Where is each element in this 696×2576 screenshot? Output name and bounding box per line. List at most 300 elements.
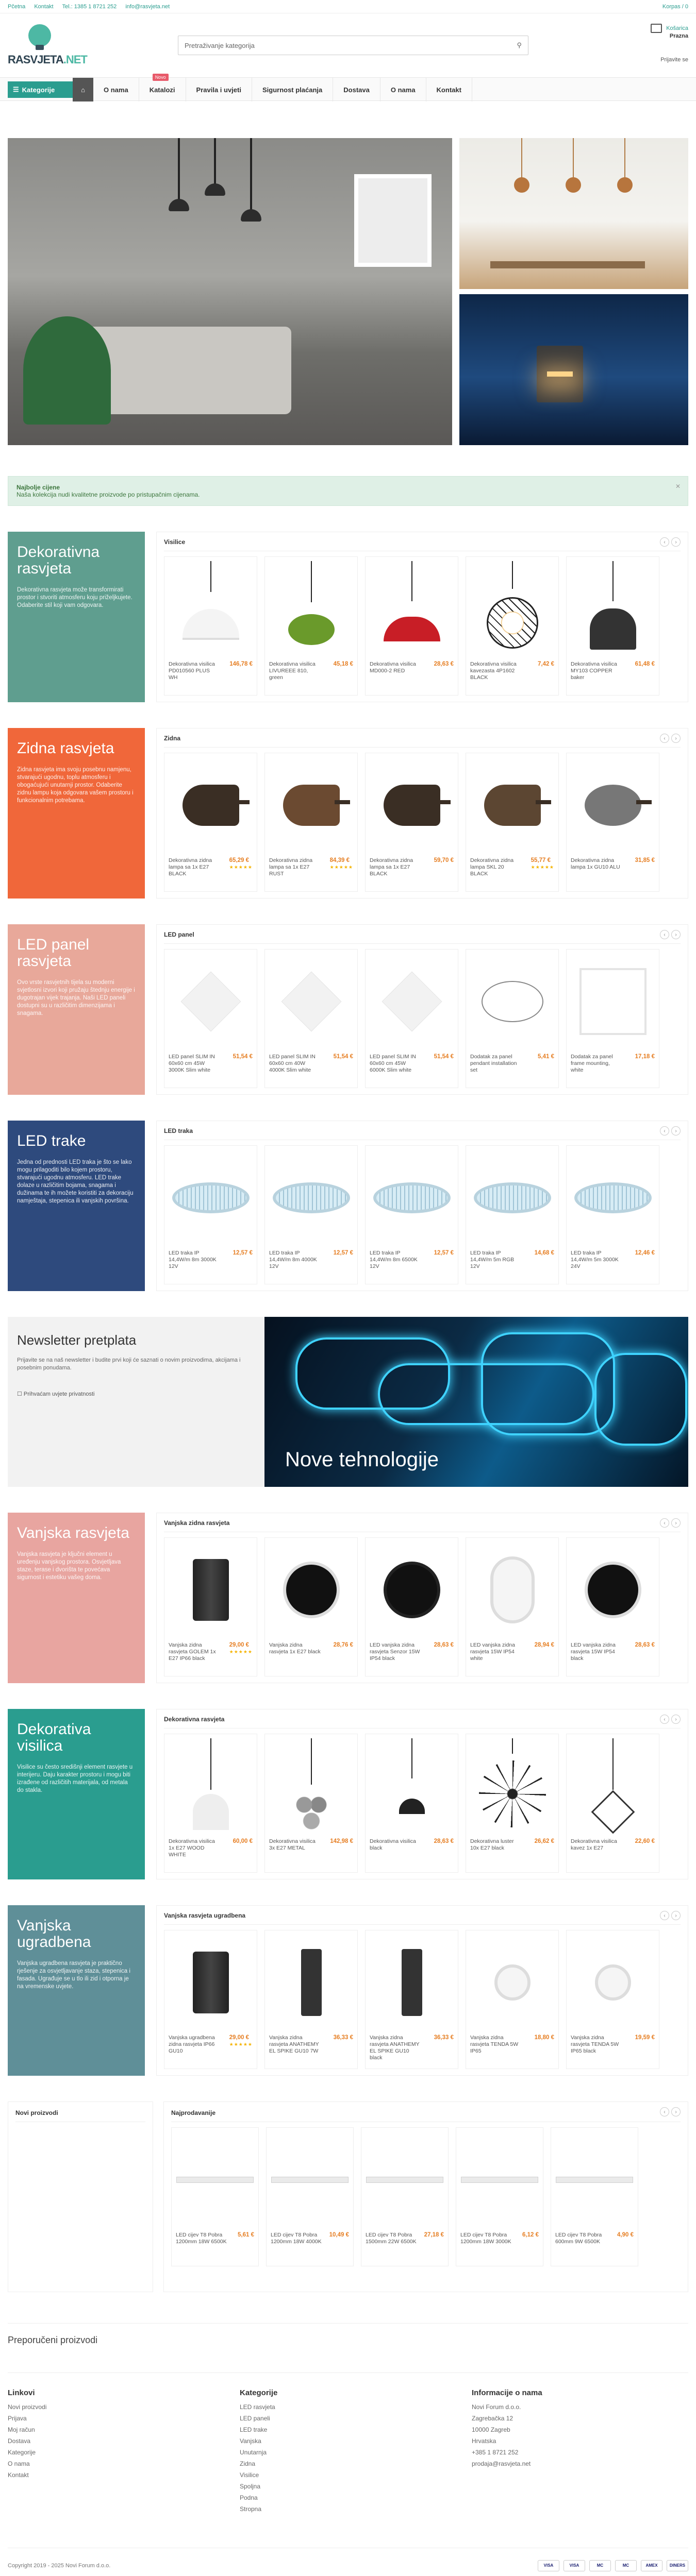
product-meta bbox=[571, 1838, 655, 1868]
arrow-left-icon[interactable]: ‹ bbox=[660, 734, 669, 743]
product-name[interactable]: Dodatak za panel pendant installation set bbox=[470, 1054, 517, 1073]
nav-item-contact[interactable] bbox=[426, 78, 472, 101]
product-price: 61,48 € bbox=[635, 661, 655, 667]
product-price: 84,39 € bbox=[329, 857, 350, 863]
product-name[interactable]: Vanjska ugradbena zidna rasvjeta IP66 GU10 bbox=[169, 2035, 215, 2054]
product-image[interactable] bbox=[176, 2132, 254, 2228]
footer-list bbox=[240, 2403, 456, 2513]
close-icon[interactable]: ✕ bbox=[675, 483, 681, 490]
product-image[interactable] bbox=[169, 954, 253, 1049]
copyright-bar bbox=[8, 2548, 688, 2576]
product-meta bbox=[470, 1054, 554, 1083]
pendant-shade bbox=[183, 609, 239, 640]
product-card[interactable] bbox=[266, 2127, 354, 2266]
product-card[interactable] bbox=[264, 1734, 358, 1873]
footer-link[interactable]: Moj račun bbox=[8, 2426, 35, 2433]
hero-outdoor-image[interactable] bbox=[459, 294, 688, 445]
product-card[interactable] bbox=[365, 949, 458, 1088]
product-image[interactable] bbox=[571, 954, 655, 1049]
product-name[interactable]: LED cijev T8 Pobra 600mm 9W 6500K bbox=[555, 2232, 602, 2245]
footer-link[interactable]: Zidna bbox=[240, 2460, 256, 2467]
footer-link[interactable]: Zagrebačka 12 bbox=[472, 2415, 513, 2422]
product-image[interactable] bbox=[269, 954, 353, 1049]
product-card[interactable] bbox=[164, 949, 257, 1088]
led-tube bbox=[366, 2177, 443, 2183]
new-products-box bbox=[8, 2102, 153, 2292]
product-card[interactable] bbox=[466, 753, 559, 892]
product-image[interactable] bbox=[470, 1935, 554, 2030]
bestsellers-title: Najprodavanije bbox=[171, 2109, 681, 2122]
product-image[interactable] bbox=[370, 954, 454, 1049]
product-card[interactable] bbox=[365, 556, 458, 696]
arrow-left-icon[interactable]: ‹ bbox=[660, 2107, 669, 2116]
product-image[interactable] bbox=[571, 561, 655, 657]
arrow-left-icon[interactable]: ‹ bbox=[660, 1911, 669, 1920]
category-block bbox=[8, 924, 688, 1095]
footer-link[interactable]: Novi proizvodi bbox=[8, 2403, 47, 2411]
product-name[interactable]: Vanjska zidna rasvjeta ANATHEMY EL SPIKE GU10 7W bbox=[269, 2035, 319, 2054]
product-card[interactable] bbox=[566, 1930, 659, 2069]
product-meta bbox=[169, 1838, 253, 1868]
product-image[interactable] bbox=[571, 1150, 655, 1246]
led-strip-reel bbox=[273, 1182, 350, 1213]
price-box bbox=[635, 1054, 655, 1060]
hero-main-image[interactable] bbox=[8, 138, 452, 445]
categories-label: Kategorije bbox=[22, 86, 55, 94]
nav-item-security[interactable] bbox=[252, 78, 333, 101]
lamp-cord bbox=[250, 138, 252, 210]
product-image[interactable] bbox=[269, 1542, 353, 1638]
pendant-bulb bbox=[514, 177, 529, 193]
category-blocks bbox=[8, 532, 688, 2076]
product-list bbox=[164, 1734, 681, 1873]
category-card[interactable] bbox=[8, 1905, 145, 2076]
product-image[interactable] bbox=[571, 1935, 655, 2030]
product-image[interactable] bbox=[370, 1150, 454, 1246]
cord bbox=[311, 1738, 312, 1785]
newsletter-banner[interactable] bbox=[264, 1317, 688, 1487]
product-meta bbox=[370, 1250, 454, 1280]
nav-item-terms[interactable] bbox=[186, 78, 252, 101]
footer-link[interactable]: Novi Forum d.o.o. bbox=[472, 2403, 521, 2411]
price-box bbox=[334, 1054, 353, 1060]
product-image[interactable] bbox=[470, 954, 554, 1049]
outdoor-lamp bbox=[193, 1559, 229, 1621]
footer-link[interactable]: Visilice bbox=[240, 2471, 259, 2479]
product-name[interactable]: Dekorativna visilica 3x E27 METAL bbox=[269, 1838, 316, 1851]
footer-link[interactable]: Prijava bbox=[8, 2415, 27, 2422]
product-image[interactable] bbox=[571, 757, 655, 853]
product-image[interactable] bbox=[470, 561, 554, 657]
product-meta bbox=[269, 1838, 353, 1868]
category-card[interactable] bbox=[8, 924, 145, 1095]
nav-item-catalogs[interactable] bbox=[139, 75, 186, 101]
product-card[interactable] bbox=[466, 1734, 559, 1873]
product-image[interactable] bbox=[169, 1935, 253, 2030]
product-price: 51,54 € bbox=[434, 1054, 454, 1060]
product-name[interactable]: Dekorativna zidna lampa sa 1x E27 BLACK bbox=[169, 857, 212, 877]
product-meta bbox=[169, 1054, 253, 1083]
arrow-right-icon[interactable]: › bbox=[671, 537, 681, 547]
product-card[interactable] bbox=[466, 1537, 559, 1676]
product-card[interactable] bbox=[566, 1537, 659, 1676]
payment-card-icon: DINERS bbox=[667, 2560, 688, 2571]
price-box bbox=[522, 2232, 539, 2239]
product-image[interactable] bbox=[269, 1738, 353, 1834]
nav-item-about[interactable] bbox=[93, 78, 139, 101]
product-name[interactable]: LED traka IP 14,4W/m 8m 6500K 12V bbox=[370, 1250, 418, 1269]
product-name[interactable]: LED panel SLIM IN 60x60 cm 40W 4000K Slim white bbox=[269, 1054, 316, 1073]
product-image[interactable] bbox=[169, 1542, 253, 1638]
payment-card-icon: MC bbox=[589, 2560, 611, 2571]
product-image[interactable] bbox=[460, 2132, 539, 2228]
cord bbox=[411, 561, 412, 601]
product-card[interactable] bbox=[164, 1734, 257, 1873]
outdoor-lamp bbox=[490, 1556, 535, 1623]
cord bbox=[512, 561, 513, 589]
product-name[interactable]: Vanjska zidna rasvjeta 1x E27 black bbox=[269, 1642, 321, 1655]
product-list bbox=[164, 949, 681, 1088]
arrow-right-icon[interactable]: › bbox=[671, 734, 681, 743]
price-box bbox=[535, 1642, 554, 1649]
cord bbox=[411, 1738, 412, 1778]
price-box bbox=[229, 2035, 253, 2048]
product-name[interactable]: Vanjska zidna rasvjeta ANATHEMY EL SPIKE GU10 black bbox=[370, 2035, 420, 2061]
logo[interactable] bbox=[8, 24, 131, 66]
product-name[interactable]: LED cijev T8 Pobra 1500mm 22W 6500K bbox=[366, 2232, 417, 2245]
category-card[interactable] bbox=[8, 1513, 145, 1683]
product-price: 10,49 € bbox=[329, 2232, 349, 2238]
inground-lamp bbox=[402, 1949, 422, 2016]
product-meta bbox=[470, 1250, 554, 1280]
product-image[interactable] bbox=[169, 1738, 253, 1834]
product-image[interactable] bbox=[470, 1738, 554, 1834]
footer-link[interactable]: Hrvatska bbox=[472, 2437, 496, 2445]
wall-lamp bbox=[384, 785, 440, 826]
product-card[interactable] bbox=[164, 1930, 257, 2069]
product-image[interactable] bbox=[555, 2132, 634, 2228]
product-meta bbox=[571, 1642, 655, 1672]
product-name[interactable]: LED panel SLIM IN 60x60 cm 45W 3000K Slim white bbox=[169, 1054, 215, 1073]
product-name[interactable]: Dekorativna visilica LIVUREEE 810, green bbox=[269, 661, 316, 681]
product-name[interactable]: LED vanjska zidna rasvjeta 15W IP54 white bbox=[470, 1642, 515, 1662]
footer-link[interactable]: Stropna bbox=[240, 2505, 262, 2513]
product-name[interactable]: LED traka IP 14,4W/m 5m RGB 12V bbox=[470, 1250, 515, 1269]
product-price: 27,18 € bbox=[424, 2232, 444, 2238]
product-name[interactable]: LED traka IP 14,4W/m 8m 4000K 12V bbox=[269, 1250, 317, 1269]
newsletter-consent-checkbox[interactable] bbox=[17, 1391, 255, 1397]
product-name[interactable]: Dekorativna visilica MY103 COPPER baker bbox=[571, 661, 617, 681]
arrow-left-icon[interactable]: ‹ bbox=[660, 1126, 669, 1136]
product-image[interactable] bbox=[269, 757, 353, 853]
footer-link[interactable]: Podna bbox=[240, 2494, 258, 2501]
footer-link[interactable]: +385 1 8721 252 bbox=[472, 2449, 519, 2456]
newsletter-banner-caption: Nove tehnologije bbox=[285, 1448, 439, 1471]
cart-icon bbox=[651, 24, 662, 33]
product-image[interactable] bbox=[470, 757, 554, 853]
nav-label: O nama bbox=[104, 86, 128, 94]
footer-link[interactable]: Dostava bbox=[8, 2437, 31, 2445]
arrow-right-icon[interactable]: › bbox=[671, 1126, 681, 1136]
product-name[interactable]: LED cijev T8 Pobra 1200mm 18W 3000K bbox=[460, 2232, 511, 2245]
price-box bbox=[229, 1642, 253, 1655]
arrow-right-icon[interactable]: › bbox=[671, 2107, 681, 2116]
product-name[interactable]: LED panel SLIM IN 60x60 cm 45W 6000K Slim white bbox=[370, 1054, 416, 1073]
footer-link[interactable]: prodaja@rasvjeta.net bbox=[472, 2460, 531, 2467]
product-name[interactable]: Dekorativna visilica 1x E27 WOOD WHITE bbox=[169, 1838, 215, 1858]
topbar-link-contact[interactable]: Kontakt bbox=[34, 4, 54, 10]
product-card[interactable] bbox=[264, 1930, 358, 2069]
product-card[interactable] bbox=[164, 556, 257, 696]
product-name[interactable]: LED cijev T8 Pobra 1200mm 18W 4000K bbox=[271, 2232, 322, 2245]
product-card[interactable] bbox=[164, 1145, 257, 1284]
product-name[interactable]: LED vanjska zidna rasvjeta 15W IP54 black bbox=[571, 1642, 616, 1662]
product-card[interactable] bbox=[264, 949, 358, 1088]
product-name[interactable]: LED vanjska zidna rasvjeta Senzor 15W IP54 black bbox=[370, 1642, 420, 1662]
category-card[interactable] bbox=[8, 1709, 145, 1879]
product-name[interactable]: LED traka IP 14,4W/m 5m 3000K 24V bbox=[571, 1250, 619, 1269]
product-carousel bbox=[156, 1121, 688, 1291]
arrow-right-icon[interactable]: › bbox=[671, 930, 681, 939]
footer-categories bbox=[240, 2388, 456, 2517]
category-block bbox=[8, 532, 688, 702]
product-image[interactable] bbox=[370, 757, 454, 853]
product-name[interactable]: Dekorativna luster 10x E27 black bbox=[470, 1838, 514, 1851]
logo-text-b: .NET bbox=[63, 53, 87, 66]
product-card[interactable] bbox=[264, 556, 358, 696]
category-title: LED trake bbox=[17, 1132, 86, 1149]
price-box bbox=[635, 1642, 655, 1649]
product-card[interactable] bbox=[264, 1145, 358, 1284]
product-image[interactable] bbox=[470, 1150, 554, 1246]
product-card[interactable] bbox=[164, 753, 257, 892]
product-card[interactable] bbox=[566, 1145, 659, 1284]
category-card[interactable] bbox=[8, 728, 145, 899]
hero-banners bbox=[8, 101, 688, 445]
nav-item-about-us[interactable] bbox=[380, 78, 426, 101]
product-image[interactable] bbox=[370, 1935, 454, 2030]
arrow-right-icon[interactable]: › bbox=[671, 1518, 681, 1528]
footer-link[interactable]: LED rasvjeta bbox=[240, 2403, 275, 2411]
carousel-title: Visilice bbox=[164, 538, 681, 551]
bottom-section bbox=[8, 2102, 688, 2292]
product-meta bbox=[571, 1250, 655, 1280]
rating-stars: ★★★★★ bbox=[229, 1649, 253, 1654]
price-box bbox=[334, 661, 353, 668]
product-price: 28,63 € bbox=[434, 1642, 454, 1648]
checkbox-icon[interactable]: ☐ bbox=[17, 1391, 24, 1397]
carousel-title: LED panel bbox=[164, 931, 681, 944]
product-meta bbox=[571, 661, 655, 691]
arrow-left-icon[interactable]: ‹ bbox=[660, 1518, 669, 1528]
product-image[interactable] bbox=[269, 1150, 353, 1246]
product-meta bbox=[269, 2035, 353, 2064]
product-image[interactable] bbox=[169, 1150, 253, 1246]
product-image[interactable] bbox=[271, 2132, 349, 2228]
product-price: 5,61 € bbox=[238, 2232, 254, 2238]
price-box bbox=[334, 2035, 353, 2041]
main-nav bbox=[0, 77, 696, 101]
product-name[interactable]: Dekorativna visilica kavez 1x E27 bbox=[571, 1838, 617, 1851]
newsletter-desc: Prijavite se na naš newsletter i budite prvi koji će saznati o novim proizvodima, akcijama i posebnim ponudama. bbox=[17, 1357, 241, 1371]
payment-card-icon: AMEX bbox=[641, 2560, 662, 2571]
footer-info bbox=[472, 2388, 688, 2517]
category-card[interactable] bbox=[8, 532, 145, 702]
product-name[interactable]: Dekorativna visilica kavezasta 4P1602 BLACK bbox=[470, 661, 517, 681]
product-card[interactable] bbox=[566, 753, 659, 892]
led-panel bbox=[180, 972, 241, 1032]
product-name[interactable]: Dekorativna visilica PD010560 PLUS WH bbox=[169, 661, 215, 681]
product-card[interactable] bbox=[264, 1537, 358, 1676]
nav-label: Dostava bbox=[343, 86, 370, 94]
product-name[interactable]: Dodatak za panel frame mounting, white bbox=[571, 1054, 613, 1073]
payment-icons bbox=[538, 2560, 688, 2571]
outdoor-lamp bbox=[384, 1562, 440, 1618]
product-card[interactable] bbox=[171, 2127, 259, 2266]
footer-link[interactable]: LED paneli bbox=[240, 2415, 270, 2422]
product-card[interactable] bbox=[264, 753, 358, 892]
product-name[interactable]: LED traka IP 14,4W/m 8m 3000K 12V bbox=[169, 1250, 217, 1269]
product-price: 28,76 € bbox=[333, 1642, 353, 1648]
product-card[interactable] bbox=[551, 2127, 638, 2266]
inground-lamp bbox=[494, 1964, 531, 2001]
product-name[interactable]: Dekorativna zidna lampa sa 1x E27 BLACK bbox=[370, 857, 413, 877]
pendant-shade bbox=[479, 1760, 546, 1827]
category-title: LED panel rasvjeta bbox=[17, 936, 90, 970]
product-meta bbox=[370, 661, 454, 691]
bestsellers-box bbox=[163, 2102, 688, 2292]
product-card[interactable] bbox=[466, 1930, 559, 2069]
newsletter-title: Newsletter pretplata bbox=[17, 1332, 137, 1348]
product-name[interactable]: Dekorativna zidna lampa sa 1x E27 RUST bbox=[269, 857, 313, 877]
product-meta bbox=[571, 857, 655, 887]
footer-link[interactable]: 10000 Zagreb bbox=[472, 2426, 510, 2433]
product-image[interactable] bbox=[370, 561, 454, 657]
pendant-shade bbox=[384, 617, 440, 641]
price-box bbox=[635, 661, 655, 668]
rating-stars: ★★★★★ bbox=[531, 865, 554, 870]
product-meta bbox=[269, 857, 353, 887]
footer-link[interactable]: Kategorije bbox=[8, 2449, 36, 2456]
categories-button[interactable] bbox=[8, 81, 73, 98]
product-card[interactable] bbox=[365, 1537, 458, 1676]
home-icon[interactable]: ⌂ bbox=[73, 78, 93, 101]
carousel-arrows bbox=[660, 930, 681, 939]
product-card[interactable] bbox=[566, 1734, 659, 1873]
rating-stars: ★★★★★ bbox=[229, 865, 253, 870]
product-name[interactable]: Vanjska zidna rasvjeta GOLEM 1x E27 IP66 black bbox=[169, 1642, 216, 1662]
product-price: 19,59 € bbox=[635, 2035, 655, 2041]
new-products-title: Novi proizvodi bbox=[15, 2109, 145, 2122]
footer-link[interactable]: Vanjska bbox=[240, 2437, 261, 2445]
category-block bbox=[8, 1709, 688, 1879]
product-card[interactable] bbox=[566, 949, 659, 1088]
search-bar[interactable] bbox=[178, 36, 528, 55]
topbar-link-home[interactable]: Pčetna bbox=[8, 4, 26, 10]
nav-item-delivery[interactable] bbox=[333, 78, 380, 101]
product-card[interactable] bbox=[365, 1145, 458, 1284]
product-image[interactable] bbox=[571, 1542, 655, 1638]
category-desc: Vanjska rasvjeta je ključni element u uređenju vanjskog prostora. Osvjetljava staze, terase i dvorišta te povećava sigurnost i estetiku vašeg doma. bbox=[17, 1551, 121, 1581]
product-image[interactable] bbox=[169, 757, 253, 853]
category-card[interactable] bbox=[8, 1121, 145, 1291]
product-image[interactable] bbox=[370, 1738, 454, 1834]
wishlist-link[interactable]: Korpas / 0 bbox=[662, 4, 688, 10]
hero-dining-image[interactable] bbox=[459, 138, 688, 289]
product-card[interactable] bbox=[365, 1734, 458, 1873]
product-card[interactable] bbox=[361, 2127, 449, 2266]
product-image[interactable] bbox=[366, 2132, 444, 2228]
product-card[interactable] bbox=[466, 949, 559, 1088]
search-icon[interactable]: ⚲ bbox=[517, 41, 522, 49]
login-link[interactable]: Prijavite se bbox=[660, 57, 688, 63]
product-name[interactable]: Vanjska zidna rasvjeta TENDA 5W IP65 bbox=[470, 2035, 519, 2054]
nav-label: O nama bbox=[390, 86, 416, 94]
arrow-right-icon[interactable]: › bbox=[671, 1715, 681, 1724]
product-image[interactable] bbox=[269, 561, 353, 657]
arrow-left-icon[interactable]: ‹ bbox=[660, 537, 669, 547]
led-strip-reel bbox=[574, 1182, 652, 1213]
footer-link[interactable]: Unutarnja bbox=[240, 2449, 267, 2456]
product-image[interactable] bbox=[269, 1935, 353, 2030]
category-desc: Jedna od prednosti LED traka je što se lako mogu prilagoditi bilo kojem prostoru, stvarajući ugodnu atmosferu. LED trake dolaze u različitim bojama, snagama i dužinama te ih možete koristiti za dekoraciju namještaja, stepenica ili vanjskih površina. bbox=[17, 1159, 134, 1204]
footer-link[interactable]: Kontakt bbox=[8, 2471, 29, 2479]
footer-link[interactable]: O nama bbox=[8, 2460, 30, 2467]
product-image[interactable] bbox=[571, 1738, 655, 1834]
product-name[interactable]: Dekorativna zidna lampa SKL 20 BLACK bbox=[470, 857, 514, 877]
arrow-right-icon[interactable]: › bbox=[671, 1911, 681, 1920]
footer-link[interactable]: Spoljna bbox=[240, 2483, 261, 2490]
product-meta bbox=[370, 2035, 454, 2064]
search-input[interactable]: Pretraživanje kategorija bbox=[185, 41, 255, 49]
product-list bbox=[164, 1145, 681, 1284]
product-card[interactable] bbox=[466, 1145, 559, 1284]
product-meta bbox=[169, 1250, 253, 1280]
product-name[interactable]: LED cijev T8 Pobra 1200mm 18W 6500K bbox=[176, 2232, 227, 2245]
product-name[interactable]: Vanjska zidna rasvjeta TENDA 5W IP65 black bbox=[571, 2035, 619, 2054]
topbar-email[interactable]: info@rasvjeta.net bbox=[125, 4, 170, 10]
wire-set bbox=[482, 981, 543, 1022]
category-title: Dekorativna rasvjeta bbox=[17, 544, 100, 577]
footer-list bbox=[472, 2403, 688, 2467]
product-card[interactable] bbox=[456, 2127, 543, 2266]
product-card[interactable] bbox=[365, 753, 458, 892]
product-card[interactable] bbox=[466, 556, 559, 696]
cart-state: Prazna bbox=[669, 33, 688, 39]
price-box bbox=[424, 2232, 444, 2239]
panel-frame bbox=[579, 968, 647, 1035]
nav-label: Sigurnost plaćanja bbox=[262, 86, 323, 94]
product-image[interactable] bbox=[470, 1542, 554, 1638]
arrow-left-icon[interactable]: ‹ bbox=[660, 1715, 669, 1724]
category-title: Vanjska rasvjeta bbox=[17, 1524, 129, 1541]
footer-link[interactable]: LED trake bbox=[240, 2426, 268, 2433]
product-name[interactable]: Dekorativna visilica MD000-2 RED bbox=[370, 661, 416, 674]
led-tube bbox=[271, 2177, 349, 2183]
product-image[interactable] bbox=[370, 1542, 454, 1638]
neon-tube bbox=[594, 1353, 687, 1446]
arrow-left-icon[interactable]: ‹ bbox=[660, 930, 669, 939]
product-image[interactable] bbox=[169, 561, 253, 657]
product-name[interactable]: Dekorativna visilica black bbox=[370, 1838, 416, 1851]
product-price: 5,41 € bbox=[538, 1054, 554, 1060]
product-card[interactable] bbox=[164, 1537, 257, 1676]
carousel-arrows bbox=[660, 1518, 681, 1528]
cart[interactable] bbox=[651, 24, 688, 63]
product-card[interactable] bbox=[365, 1930, 458, 2069]
product-card[interactable] bbox=[566, 556, 659, 696]
product-name[interactable]: Dekorativna zidna lampa 1x GU10 ALU bbox=[571, 857, 620, 870]
